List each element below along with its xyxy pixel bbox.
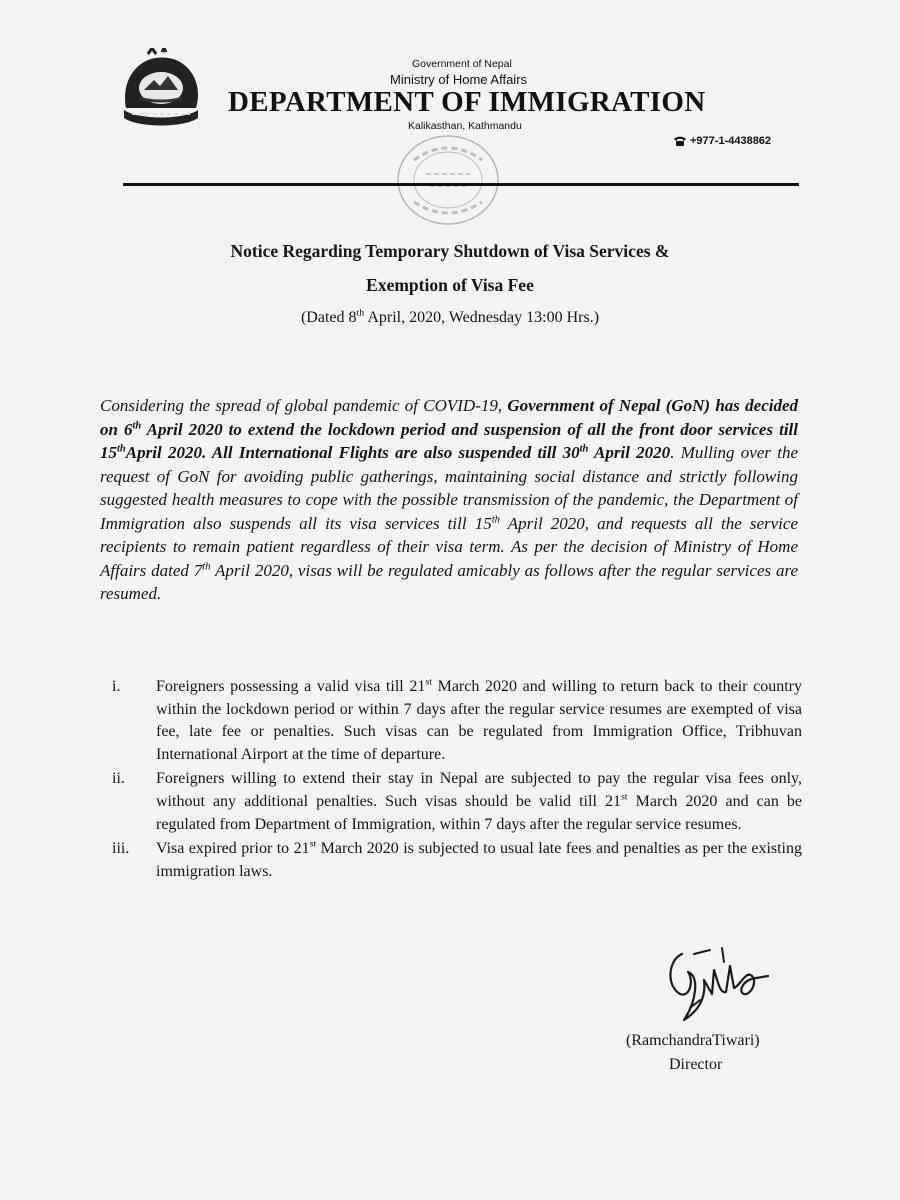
handwritten-signature-icon [660,936,780,1046]
list-item: ii. Foreigners willing to extend their stay in Nepal are subjected to pay the regular visa fees only, without any additional penalties. Such visas should be valid till 21st March 2020 and can be regulated from Department of Immigration, within 7 days after the regular service resumes. [112,770,803,833]
notice-date: (Dated 8th April, 2020, Wednesday 13:00 Hrs.) [300,307,600,326]
department-title: DEPARTMENT OF IMMIGRATION [228,86,706,118]
office-stamp-icon [392,130,504,230]
list-item-number: ii. [112,770,125,788]
notice-title-line2: Exemption of Visa Fee [366,275,534,295]
notice-body-paragraph: Considering the spread of global pandemic of COVID-19, Government of Nepal (GoN) has decided on 6th April 2020 to extend the lockdown period and suspension of all the front door services till 15thApril 2020. All International Flights are also suspended till 30th April 2020. Mulling over the request of GoN for avoiding public gatherings, maintaining social distance and strictly following suggested health measures to cope with the possible transmission of the pandemic, the Department of Immigration also suspends all its visa services till 15th April 2020, and requests all the service recipients to remain patient regardless of their visa term. As per the decision of Ministry of Home Affairs dated 7th April 2020, visas will be regulated amicably as follows after the regular services are resumed. [100,396,799,603]
ministry-label: Ministry of Home Affairs [390,72,528,87]
list-item-number: iii. [112,840,130,858]
letterhead-divider [123,183,799,186]
list-item: iii. Visa expired prior to 21st March 2020 is subjected to usual late fees and penalties as per the existing immigration laws. [112,838,803,880]
list-item: i. Foreigners possessing a valid visa till 21st March 2020 and willing to return back to their country within the lockdown period or within 7 days after the regular service resumes are exempted of visa fee, late fee or penalties. Such visas can be regulated from Immigration Office, Tribhuvan International Airport at the time of departure. [112,676,803,763]
telephone-icon [673,136,687,147]
notice-title-line1: Notice Regarding Temporary Shutdown of Visa Services & [230,241,670,261]
nepal-emblem-icon [118,48,204,130]
location-label: Kalikasthan, Kathmandu [408,120,522,132]
list-item-number: i. [112,678,121,695]
signatory-title: Director [669,1056,723,1073]
phone-text: +977-1-4438862 [690,135,772,147]
regulation-list [112,676,802,885]
phone-number [673,135,771,147]
government-label: Government of Nepal [412,58,512,70]
signatory-name: (RamchandraTiwari) [626,1032,760,1049]
